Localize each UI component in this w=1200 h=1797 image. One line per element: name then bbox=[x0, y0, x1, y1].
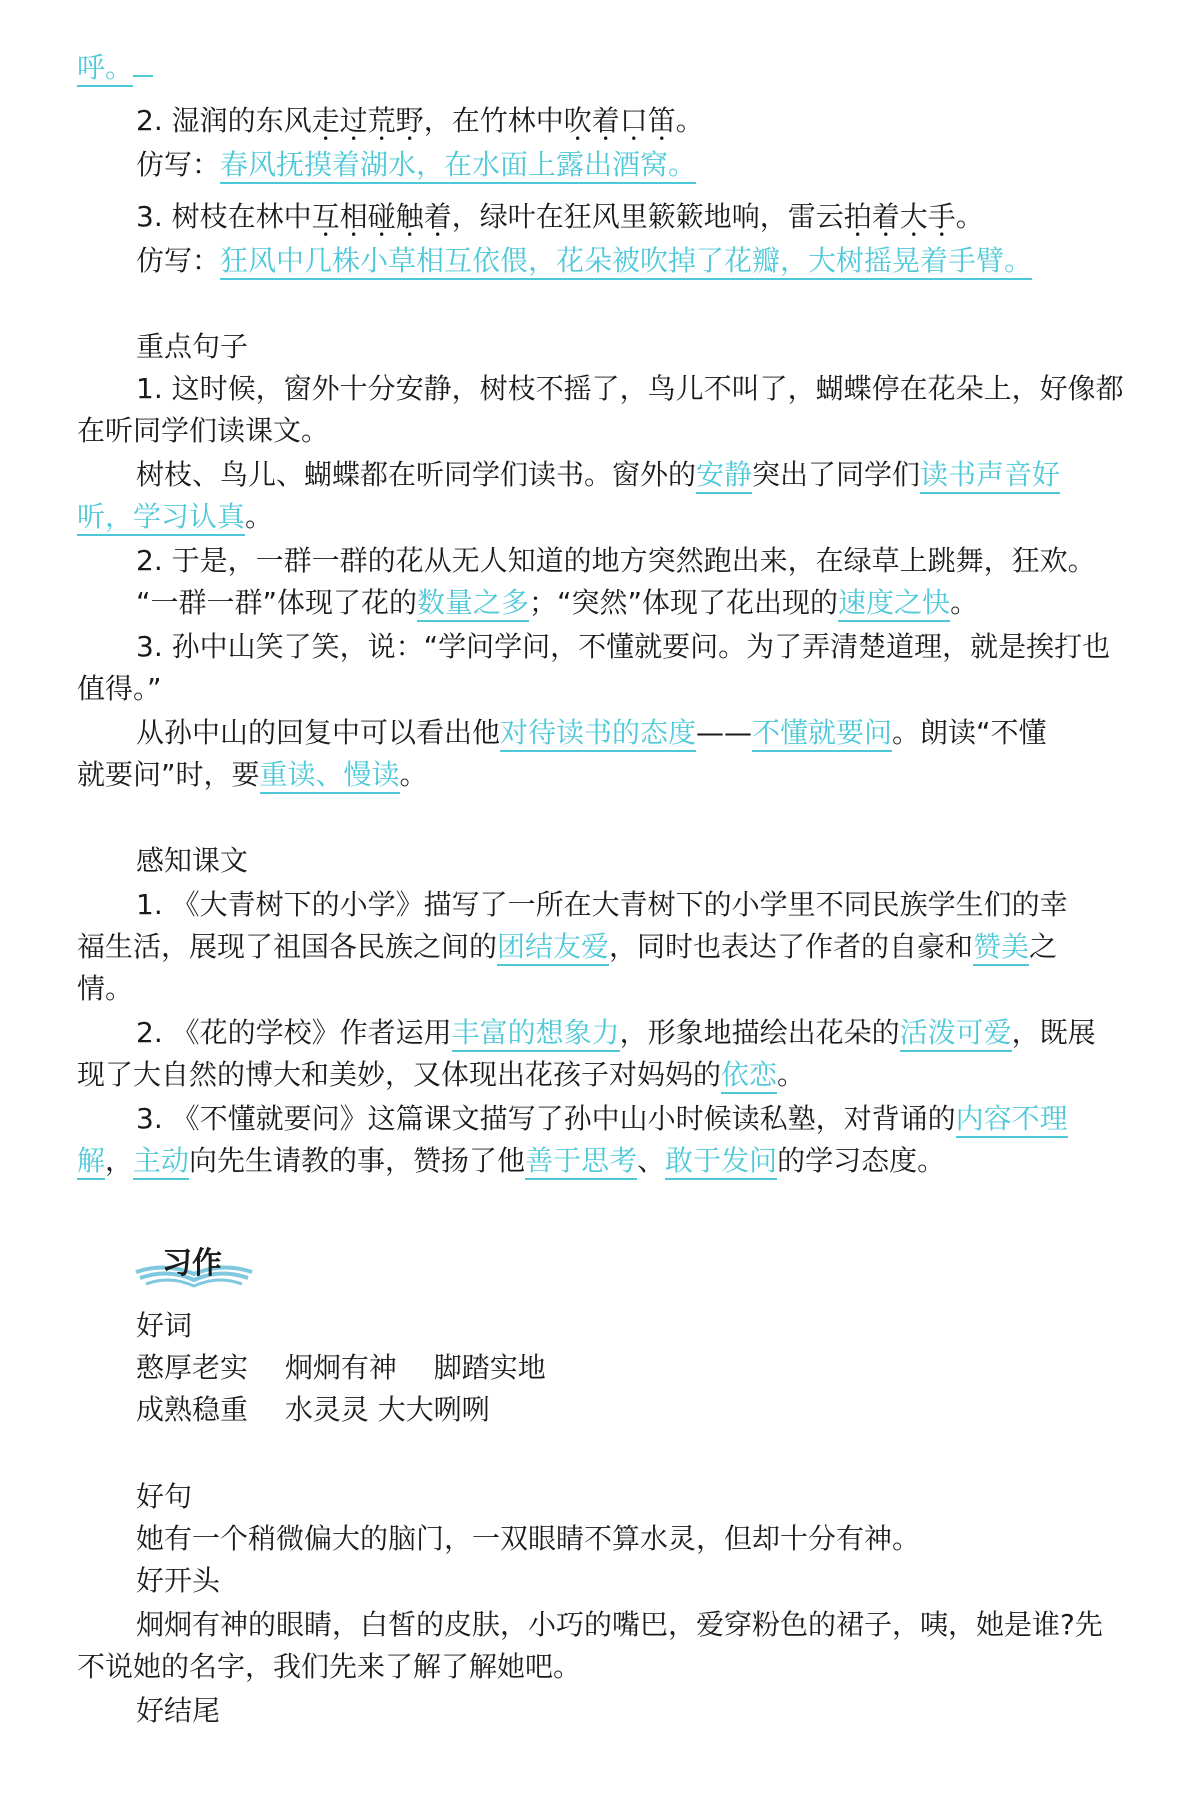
good-opening-line: 不说她的名字，我们先来了解了解她吧。 bbox=[77, 1650, 582, 1683]
paragraph-line: 听，学习认真。 bbox=[77, 496, 1117, 538]
paragraph-line: 3. 孙中山笑了笑，说：“学问学问，不懂就要问。为了弄清楚道理，就是挨打也 bbox=[136, 630, 1111, 663]
composition-label: 习作 bbox=[162, 1246, 222, 1281]
paragraph-line: “一群一群”体现了花的数量之多；“突然”体现了花出现的速度之快。 bbox=[136, 582, 1176, 624]
paragraph-line: 2. 于是，一群一群的花从无人知道的地方突然跑出来，在绿草上跳舞，狂欢。 bbox=[136, 544, 1096, 577]
paragraph-line: 情。 bbox=[77, 972, 134, 1005]
example-sentence-2: 2. 湿润的东风走过荒野，在竹林中吹着口笛。 bbox=[136, 104, 704, 137]
imitation-writing-2: 仿写：狂风中几株小草相互依偎，花朵被吹掉了花瓣，大树摇晃着手臂。 bbox=[136, 240, 1176, 282]
paragraph-line: 树枝、鸟儿、蝴蝶都在听同学们读书。窗外的安静突出了同学们读书声音好 bbox=[136, 454, 1176, 496]
good-sentence: 她有一个稍微偏大的脑门，一双眼睛不算水灵，但却十分有神。 bbox=[136, 1522, 921, 1555]
example-sentence-3: 3. 树枝在林中互相碰触着，绿叶在狂风里簌簌地响，雷云拍着大手。 bbox=[136, 200, 984, 233]
composition-section-logo bbox=[132, 1238, 256, 1290]
paragraph-line: 解，主动向先生请教的事，赞扬了他善于思考、敢于发问的学习态度。 bbox=[77, 1140, 1117, 1182]
paragraph-line: 就要问”时，要重读、慢读。 bbox=[77, 754, 1117, 796]
paragraph-line: 福生活，展现了祖国各民族之间的团结友爱，同时也表达了作者的自豪和赞美之 bbox=[77, 926, 1117, 968]
heading-good-words: 好词 bbox=[136, 1309, 193, 1342]
good-words-line: 憨厚老实 炯炯有神 脚踏实地 bbox=[136, 1351, 546, 1384]
paragraph-line: 1. 这时候，窗外十分安静，树枝不摇了，鸟儿不叫了，蝴蝶停在花朵上，好像都 bbox=[136, 372, 1124, 405]
heading-good-ending: 好结尾 bbox=[136, 1694, 221, 1727]
answer-line-tail bbox=[77, 47, 1117, 89]
paragraph-line: 1. 《大青树下的小学》描写了一所在大青树下的小学里不同民族学生们的幸 bbox=[136, 888, 1068, 921]
answer-text: 春风抚摸着湖水，在水面上露出酒窝。 bbox=[220, 148, 696, 184]
paragraph-line: 3. 《不懂就要问》这篇课文描写了孙中山小时候读私塾，对背诵的内容不理 bbox=[136, 1098, 1176, 1140]
paragraph-line: 在听同学们读课文。 bbox=[77, 414, 330, 447]
good-words-line: 成熟稳重 水灵灵 大大咧咧 bbox=[136, 1393, 490, 1426]
heading-good-opening: 好开头 bbox=[136, 1564, 221, 1597]
answer-text: 呼。 bbox=[77, 51, 133, 87]
paragraph-line: 从孙中山的回复中可以看出他对待读书的态度——不懂就要问。朗读“不懂 bbox=[136, 712, 1176, 754]
paragraph-line: 值得。” bbox=[77, 672, 162, 705]
paragraph-line: 现了大自然的博大和美妙，又体现出花孩子对妈妈的依恋。 bbox=[77, 1054, 1117, 1096]
section-heading-understanding: 感知课文 bbox=[136, 844, 249, 877]
heading-good-sentences: 好句 bbox=[136, 1480, 193, 1513]
answer-text: 狂风中几株小草相互依偎，花朵被吹掉了花瓣，大树摇晃着手臂。 bbox=[220, 244, 1032, 280]
section-heading-key-sentences: 重点句子 bbox=[136, 330, 249, 363]
paragraph-line: 2. 《花的学校》作者运用丰富的想象力，形象地描绘出花朵的活泼可爱，既展 bbox=[136, 1012, 1176, 1054]
imitation-writing-1: 仿写：春风抚摸着湖水，在水面上露出酒窝。 bbox=[136, 144, 1176, 186]
good-opening-line: 炯炯有神的眼睛，白皙的皮肤，小巧的嘴巴，爱穿粉色的裙子，咦，她是谁?先 bbox=[136, 1608, 1103, 1641]
